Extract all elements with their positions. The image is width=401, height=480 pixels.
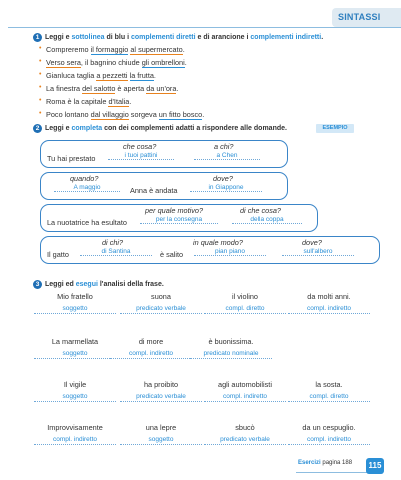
exercise-1-instruction: Leggi e sottolinea di blu i complementi diretti e di arancione i complementi indiretti.: [45, 34, 324, 41]
analysis-label[interactable]: compl. indiretto: [34, 436, 116, 445]
analysis-label[interactable]: compl. indiretto: [288, 436, 370, 445]
question-label: in quale modo?: [193, 238, 243, 247]
exercise-1-sentence: • Gianluca taglia a pezzetti la frutta.: [46, 71, 156, 80]
section-tab-label: SINTASSI: [338, 12, 381, 22]
analysis-label[interactable]: soggetto: [34, 393, 116, 402]
question-label: dove?: [213, 174, 233, 183]
analysis-word: è buonissima.: [208, 337, 254, 346]
analysis-label[interactable]: predicato nominale: [190, 350, 272, 359]
analysis-word: ha proibito: [143, 380, 179, 389]
question-label: che cosa?: [123, 142, 157, 151]
question-label: per quale motivo?: [145, 206, 204, 215]
analysis-word: Improvvisamente: [47, 423, 103, 432]
answer-field[interactable]: A maggio: [54, 184, 120, 192]
footer-divider: [296, 472, 376, 473]
exercise-1-sentence: • Poco lontano dal villaggio sorgeva un fitto bosco.: [46, 110, 204, 119]
analysis-label[interactable]: compl. diretto: [288, 393, 370, 402]
analysis-label[interactable]: soggetto: [34, 305, 116, 314]
header-divider: [8, 27, 401, 28]
question-label: di che cosa?: [240, 206, 281, 215]
analysis-word: agli automobilisti: [218, 380, 272, 389]
page-number: 115: [366, 458, 384, 474]
example-badge: ESEMPIO: [316, 124, 354, 133]
analysis-word: di more: [138, 337, 164, 346]
analysis-word: la sosta.: [315, 380, 343, 389]
analysis-word: una lepre: [145, 423, 177, 432]
analysis-word: Mio fratello: [57, 292, 93, 301]
answer-field[interactable]: per la consegna: [140, 216, 218, 224]
question-label: quando?: [70, 174, 99, 183]
question-label: a chi?: [214, 142, 234, 151]
exercise-3-number: 3: [33, 280, 42, 289]
sentence-text: Tu hai prestato: [47, 154, 96, 163]
answer-field[interactable]: della coppa: [232, 216, 302, 224]
analysis-label[interactable]: compl. indiretto: [204, 393, 286, 402]
analysis-word: da un cespuglio.: [302, 423, 356, 432]
analysis-label[interactable]: compl. indiretto: [110, 350, 192, 359]
answer-field[interactable]: di Santina: [80, 248, 152, 256]
sentence-text: Anna è andata: [130, 186, 178, 195]
answer-field[interactable]: pian piano: [194, 248, 266, 256]
exercise-1-sentence: • Roma è la capitale d'Italia.: [46, 97, 131, 106]
exercise-1-sentence: • Compreremo il formaggio al supermercato.: [46, 45, 185, 54]
answer-field[interactable]: a Chen: [194, 152, 260, 160]
analysis-word: Il vigile: [63, 380, 87, 389]
answer-field[interactable]: in Giappone: [190, 184, 262, 192]
exercise-1-sentence: • La finestra del salotto è aperta da un'ora.: [46, 84, 178, 93]
analysis-word: sbucò: [235, 423, 255, 432]
analysis-word: La marmellata: [51, 337, 99, 346]
exercise-1-number: 1: [33, 33, 42, 42]
exercise-2-number: 2: [33, 124, 42, 133]
sentence-text: è salito: [160, 250, 184, 259]
analysis-label[interactable]: soggetto: [120, 436, 202, 445]
sentence-text: Il gatto: [47, 250, 69, 259]
exercises-reference[interactable]: Esercizi pagina 188: [298, 460, 353, 466]
analysis-label[interactable]: predicato verbale: [204, 436, 286, 445]
analysis-label[interactable]: compl. diretto: [204, 305, 286, 314]
question-label: dove?: [302, 238, 322, 247]
analysis-label[interactable]: predicato verbale: [120, 305, 202, 314]
exercise-1-sentence: • Verso sera, il bagnino chiude gli ombrelloni.: [46, 58, 187, 67]
analysis-word: il violino: [232, 292, 258, 301]
exercise-3-instruction: Leggi ed esegui l'analisi della frase.: [45, 281, 164, 288]
analysis-label[interactable]: compl. indiretto: [288, 305, 370, 314]
answer-field[interactable]: i tuoi pattini: [108, 152, 174, 160]
answer-field[interactable]: sull'albero: [282, 248, 354, 256]
analysis-word: suona: [151, 292, 171, 301]
analysis-label[interactable]: predicato verbale: [120, 393, 202, 402]
exercise-2-instruction: Leggi e completa con dei complementi adatti a rispondere alle domande.: [45, 125, 287, 132]
question-label: di chi?: [102, 238, 124, 247]
analysis-word: da molti anni.: [307, 292, 351, 301]
sentence-text: La nuotatrice ha esultato: [47, 218, 127, 227]
analysis-label[interactable]: soggetto: [34, 350, 116, 359]
